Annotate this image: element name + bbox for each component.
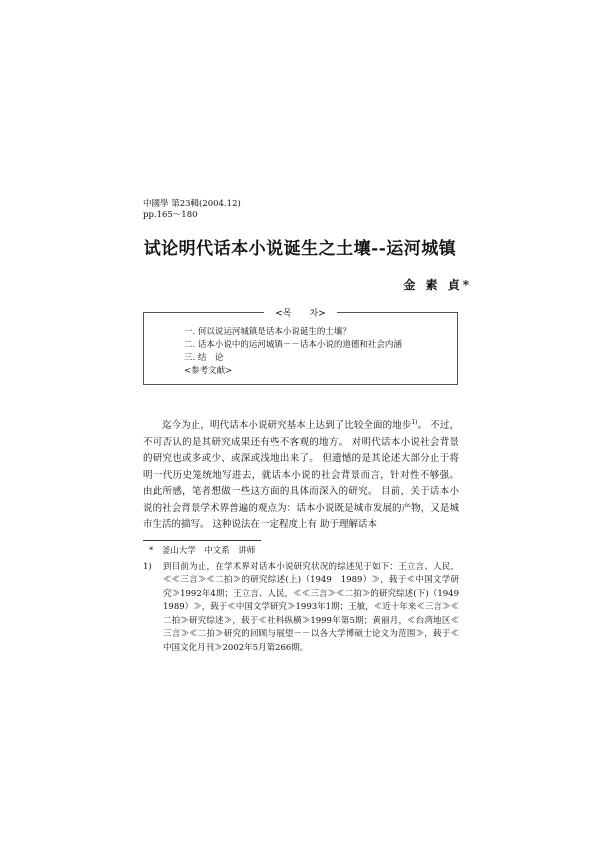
body-text-part1: 迄今为止，明代话本小说研究基本上达到了比较全面的地步 xyxy=(162,420,412,431)
footnote-item xyxy=(143,561,468,656)
author-name: 金 素 貞* xyxy=(403,278,472,292)
footnote-divider xyxy=(143,540,261,541)
footnote-number: 1) xyxy=(143,561,152,572)
toc-heading: <목 차> xyxy=(275,309,326,319)
toc-item: 二. 话本小说中的运河城镇－－话本小说的道德和社会内涵 xyxy=(184,340,402,350)
footnote-text: 到目前为止，在学术界对话本小说研究状况的综述见于如下：王立言、人民，≪≪三言≫≪二拍≫的研究综述(上)（1949 1989）≫，载于≪中国文学研究≫1992年4期；王立言、人民，≪≪三言≫≪二拍≫的研究综述(下)（1949 1989）≫，载于≪中国文学研究≫1993年1期；王敏，≪近十年来≪三言≫≪二拍≫研究综述≫，载于≪社科纵横≫1999年第5期；黄丽月，≪台湾地区≪三言≫≪二拍≫研究的回顾与展望－－以各大学博硕士论文为范围≫，载于≪中国文化月刊≫2002年5月第266期。 xyxy=(163,561,468,653)
toc-item: 一. 何以说运河城镇是话本小说诞生的土壤？ xyxy=(184,327,351,337)
author-affiliation: * 釜山大学 中文系 讲师 xyxy=(149,546,256,556)
footnotes xyxy=(143,545,468,655)
toc-item: <参考文献> xyxy=(184,366,233,376)
journal-issue: 中國學 第23輯(2004.12) xyxy=(143,199,241,209)
body-text-part2: 。 不过，不可否认的是其研究成果还有些不客观的地方。 对明代话本小说社会背景的研究也或多或少、或深或浅地出来了。 但遗憾的是其论述大部分止于将明一代历史笼统地写进去，就话本小说的社会背景而言，针对性不够强。 由此所感，笔者想做一些这方面的具体而深入的研究。 目前，关于话本小说的社会背景学术界普遍的观点为：话本小说既是城市发展的产物，又是城市生活的描写。 这种说法在一定程度上有 助于理解话本 xyxy=(143,420,459,530)
table-of-contents-box xyxy=(143,309,458,385)
footnote-ref: 1) xyxy=(411,418,418,426)
toc-list xyxy=(184,326,402,378)
toc-item: 三. 结 论 xyxy=(184,353,224,363)
journal-info xyxy=(143,199,241,221)
body-paragraph xyxy=(143,418,459,534)
paper-title: 试论明代话本小说诞生之土壤--运河城镇 xyxy=(143,239,457,259)
page-range: pp.165～180 xyxy=(143,210,198,220)
